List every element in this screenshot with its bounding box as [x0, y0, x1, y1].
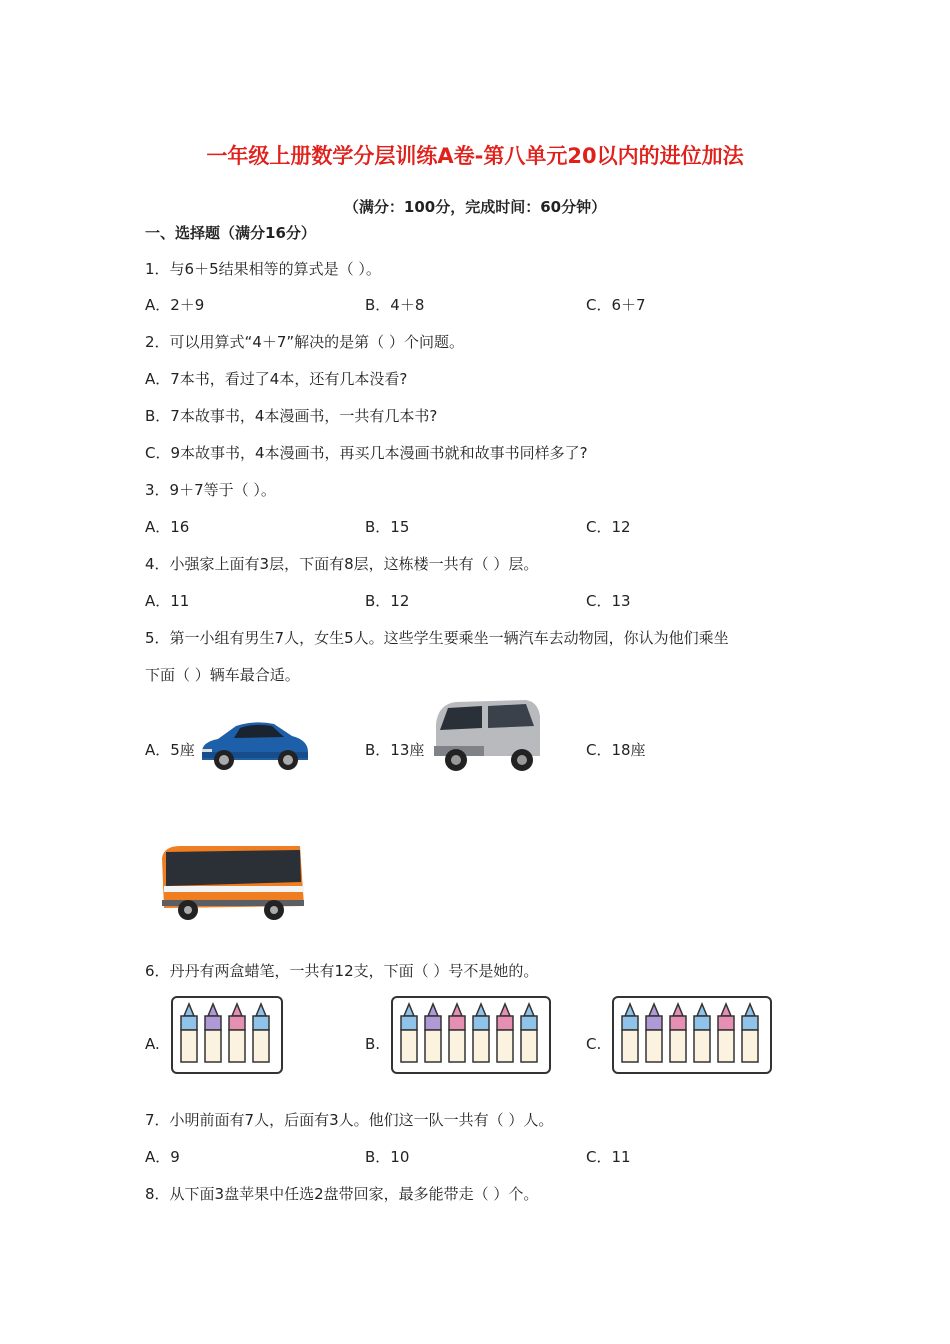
- crayon-icon: [229, 1004, 245, 1062]
- crayon-icon: [205, 1004, 221, 1062]
- crayon-icon: [521, 1004, 537, 1062]
- q1-option-a[interactable]: A．2＋9: [145, 296, 205, 314]
- question-8: 8．从下面3盘苹果中任选2盘带回家，最多能带走（ ）个。: [145, 1185, 539, 1203]
- crayon-icon: [253, 1004, 269, 1062]
- crayons-b-graphic: [393, 998, 549, 1072]
- q3-option-b[interactable]: B．15: [365, 518, 410, 536]
- crayon-icon: [473, 1004, 489, 1062]
- q6-option-a[interactable]: A.: [145, 1035, 160, 1053]
- crayons-a-graphic: [173, 998, 281, 1072]
- question-4: 4．小强家上面有3层，下面有8层，这栋楼一共有（ ）层。: [145, 555, 539, 573]
- q1-option-b[interactable]: B．4＋8: [365, 296, 425, 314]
- q6-option-c[interactable]: C.: [586, 1035, 602, 1053]
- q3-option-a[interactable]: A．16: [145, 518, 190, 536]
- crayon-icon: [401, 1004, 417, 1062]
- crayon-icon: [622, 1004, 638, 1062]
- bus-image: [154, 838, 306, 924]
- crayon-icon: [425, 1004, 441, 1062]
- q5-option-b[interactable]: B．13座: [365, 741, 425, 759]
- question-1: 1．与6＋5结果相等的算式是（ ）。: [145, 260, 381, 278]
- crayon-icon: [694, 1004, 710, 1062]
- crayon-icon: [742, 1004, 758, 1062]
- q4-option-a[interactable]: A．11: [145, 592, 190, 610]
- page-title: 一年级上册数学分层训练A卷-第八单元20以内的进位加法: [206, 144, 744, 168]
- q5-option-a[interactable]: A．5座: [145, 741, 195, 759]
- q7-option-c[interactable]: C．11: [586, 1148, 631, 1166]
- question-7: 7．小明前面有7人，后面有3人。他们这一队一共有（ ）人。: [145, 1111, 554, 1129]
- q2-option-b[interactable]: B．7本故事书，4本漫画书，一共有几本书?: [145, 407, 438, 425]
- page-subtitle: （满分：100分，完成时间：60分钟）: [343, 198, 607, 216]
- crayon-box-a: [171, 996, 283, 1074]
- crayons-c-graphic: [614, 998, 770, 1072]
- q7-option-b[interactable]: B．10: [365, 1148, 410, 1166]
- section-heading: 一、选择题（满分16分）: [145, 224, 316, 242]
- crayon-icon: [646, 1004, 662, 1062]
- crayon-box-b: [391, 996, 551, 1074]
- question-3: 3．9＋7等于（ ）。: [145, 481, 276, 499]
- crayon-icon: [449, 1004, 465, 1062]
- crayon-box-c: [612, 996, 772, 1074]
- q5-option-c[interactable]: C．18座: [586, 741, 646, 759]
- question-6: 6．丹丹有两盒蜡笔，一共有12支，下面（ ）号不是她的。: [145, 962, 539, 980]
- crayon-icon: [181, 1004, 197, 1062]
- minivan-image: [426, 694, 544, 778]
- question-5-line-2: 下面（ ）辆车最合适。: [145, 666, 300, 684]
- question-5-line-1: 5．第一小组有男生7人，女生5人。这些学生要乘坐一辆汽车去动物园，你认为他们乘坐: [145, 629, 729, 647]
- q4-option-c[interactable]: C．13: [586, 592, 631, 610]
- q7-option-a[interactable]: A．9: [145, 1148, 180, 1166]
- q1-option-c[interactable]: C．6＋7: [586, 296, 646, 314]
- q2-option-c[interactable]: C．9本故事书，4本漫画书，再买几本漫画书就和故事书同样多了?: [145, 444, 588, 462]
- crayon-icon: [497, 1004, 513, 1062]
- crayon-icon: [670, 1004, 686, 1062]
- q3-option-c[interactable]: C．12: [586, 518, 631, 536]
- q4-option-b[interactable]: B．12: [365, 592, 410, 610]
- sedan-car-image: [196, 716, 312, 774]
- question-2: 2．可以用算式“4＋7”解决的是第（ ）个问题。: [145, 333, 464, 351]
- q6-option-b[interactable]: B.: [365, 1035, 381, 1053]
- crayon-icon: [718, 1004, 734, 1062]
- q2-option-a[interactable]: A．7本书，看过了4本，还有几本没看?: [145, 370, 408, 388]
